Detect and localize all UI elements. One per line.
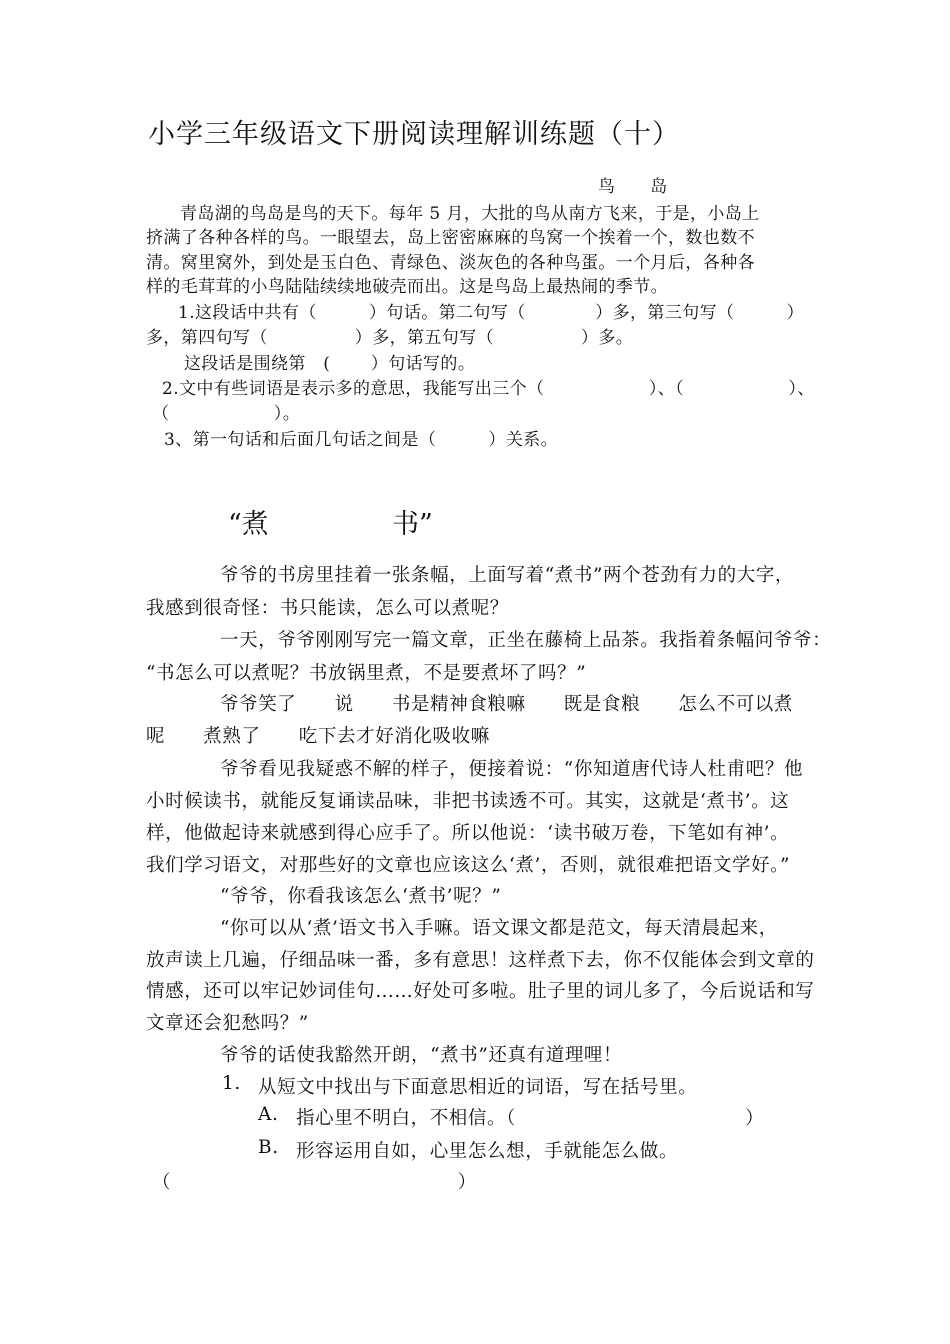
passage2-heading-left: “煮 (228, 509, 269, 540)
passage2-line: 我们学习语文，对那些好的文章也应该这么‘煮’，否则，就很难把语文学好。” (146, 855, 791, 876)
passage1-question: 多，第四句写（ ）多，第五句写（ ）多。 (146, 328, 634, 348)
passage2-line: 呢 煮熟了 吃下去才好消化吸收嘛 (146, 726, 490, 747)
question1-b-blank: （ ） (152, 1172, 477, 1193)
passage2-line: “你可以从‘煮’语文书入手嘛。语文课文都是范文，每天清晨起来， (220, 918, 778, 939)
passage1-line: 青岛湖的鸟岛是鸟的天下。每年 5 月，大批的鸟从南方飞来，于是，小岛上 (180, 204, 760, 224)
page-title: 小学三年级语文下册阅读理解训练题（十） (148, 119, 680, 150)
question1-b-label: B. (258, 1137, 279, 1158)
question1-a-text: 指心里不明白，不相信。（ ） (296, 1108, 765, 1129)
passage2-line: 爷爷的书房里挂着一张条幅，上面写着“煮书”两个苍劲有力的大字， (220, 565, 795, 586)
passage2-line: 爷爷笑了 说 书是精神食粮嘛 既是食粮 怎么不可以煮 (220, 694, 794, 715)
passage2-line: 样，他做起诗来就感到得心应手了。所以他说：‘读书破万卷，下笔如有神’。 (146, 823, 790, 844)
passage1-question: （ ）。 (152, 404, 301, 424)
passage1-question: 1.这段话中共有（ ）句话。第二句写（ ）多，第三句写（ ） (178, 303, 805, 323)
passage2-line: 放声读上几遍，仔细品味一番，多有意思！这样煮下去，你不仅能体会到文章的 (146, 950, 815, 971)
passage1-line: 挤满了各种各样的鸟。一眼望去，岛上密密麻麻的鸟窝一个挨着一个，数也数不 (146, 228, 755, 248)
passage2-line: 情感，还可以牢记妙词佳句……好处可多啦。肚子里的词儿多了，今后说话和写 (146, 981, 815, 1002)
passage2-heading-right: 书” (392, 509, 433, 540)
passage1-line: 清。窝里窝外，到处是玉白色、青绿色、淡灰色的各种鸟蛋。一个月后，各种各 (146, 253, 755, 273)
passage1-question: 2.文中有些词语是表示多的意思，我能写出三个（ ）、（ ）、 (162, 379, 815, 399)
passage2-line: 文章还会犯愁吗？” (146, 1013, 309, 1034)
passage2-line: 小时候读书，就能反复诵读品味，非把书读透不可。其实，这就是‘煮书’。这 (146, 791, 790, 812)
question1-text: 从短文中找出与下面意思相近的词语，写在括号里。 (258, 1077, 698, 1098)
passage1-question: 这段话是围绕第 ( ）句话写的。 (184, 354, 476, 374)
passage2-line: “书怎么可以煮呢？书放锅里煮，不是要煮坏了吗？” (146, 663, 587, 684)
passage2-line: “爷爷，你看我该怎么‘煮书’呢？” (220, 886, 502, 907)
passage1-question: 3、第一句话和后面几句话之间是（ ）关系。 (164, 430, 559, 450)
passage1-heading: 鸟 岛 (598, 177, 668, 197)
question1-b-text: 形容运用自如，心里怎么想，手就能怎么做。 (296, 1141, 679, 1162)
question1-a-label: A. (258, 1104, 279, 1125)
passage2-line: 爷爷的话使我豁然开朗，“煮书”还真有道理哩！ (220, 1045, 623, 1066)
passage2-line: 我感到很奇怪：书只能读，怎么可以煮呢？ (146, 598, 509, 619)
passage2-line: 爷爷看见我疑惑不解的样子，便接着说：“你知道唐代诗人杜甫吧？他 (220, 759, 804, 780)
question1-number: 1. (222, 1073, 241, 1094)
passage2-line: 一天，爷爷刚刚写完一篇文章，正坐在藤椅上品茶。我指着条幅问爷爷： (220, 630, 832, 651)
passage1-line: 样的毛茸茸的小鸟陆陆续续地破壳而出。这是鸟岛上最热闹的季节。 (146, 277, 668, 297)
